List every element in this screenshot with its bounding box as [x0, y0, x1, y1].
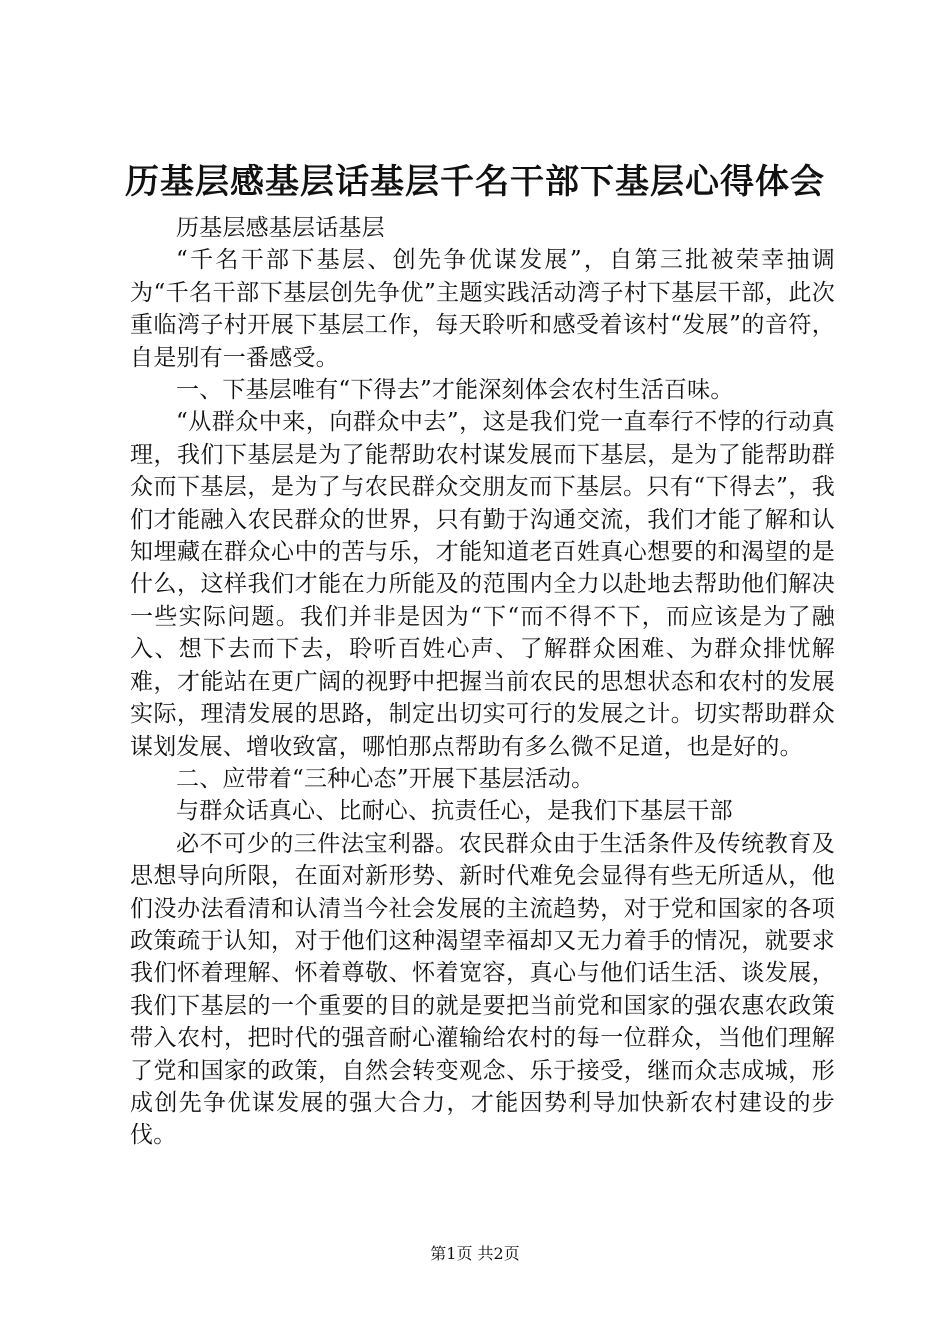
document-body	[130, 212, 835, 1152]
paragraph-subtitle: 历基层感基层话基层	[176, 215, 385, 241]
paragraph-section-2-lead: 与群众话真心、比耐心、抗责任心，是我们下基层干部	[176, 798, 733, 825]
section-heading-2: 二、应带着“三种心态”开展下基层活动。	[176, 765, 595, 792]
page-footer: 第1页 共2页	[430, 1244, 520, 1263]
paragraph-section-2: 必不可少的三件法宝利器。农民群众由于生活条件及传统教育及思想导向所限，在面对新形势、新时代难免会显得有些无所适从，他们没办法看清和认清当今社会发展的主流趋势，对于党和国家的各项政策疏于认知，对于他们这种渴望幸福却又无力着手的情况，就要求我们怀着理解、怀着尊敬、怀着宽容，真心与他们话生活、谈发展，我们下基层的一个重要的目的就是要把当前党和国家的强农惠农政策带入农村，把时代的强音耐心灌输给农村的每一位群众，当他们理解了党和国家的政策，自然会转变观念、乐于接受，继而众志成城，形成创先争优谋发展的强大合力，才能因势利导加快新农村建设的步伐。	[130, 830, 835, 1149]
section-heading-1: 一、下基层唯有“下得去”才能深刻体会农村生活百味。	[176, 377, 734, 404]
paragraph-intro: “千名干部下基层、创先争优谋发展”，自第三批被荣幸抽调为“千名干部下基层创先争优”主题实践活动湾子村下基层干部，此次重临湾子村开展下基层工作，每天聆听和感受着该村“发展”的音符，自是别有一番感受。	[130, 247, 835, 371]
document-title: 历基层感基层话基层千名干部下基层心得体会	[125, 162, 825, 202]
paragraph-section-1: “从群众中来，向群众中去”，这是我们党一直奉行不悖的行动真理，我们下基层是为了能帮助农村谋发展而下基层，是为了能帮助群众而下基层，是为了与农民群众交朋友而下基层。只有“下得去”，我们才能融入农民群众的世界，只有勤于沟通交流，我们才能了解和认知埋藏在群众心中的苦与乐，才能知道老百姓真心想要的和渴望的是什么，这样我们才能在力所能及的范围内全力以赴地去帮助他们解决一些实际问题。我们并非是因为“下“而不得不下，而应该是为了融入、想下去而下去，聆听百姓心声、了解群众困难、为群众排忧解难，才能站在更广阔的视野中把握当前农民的思想状态和农村的发展实际，理清发展的思路，制定出切实可行的发展之计。切实帮助群众谋划发展、增收致富，哪怕那点帮助有多么微不足道，也是好的。	[130, 409, 835, 760]
